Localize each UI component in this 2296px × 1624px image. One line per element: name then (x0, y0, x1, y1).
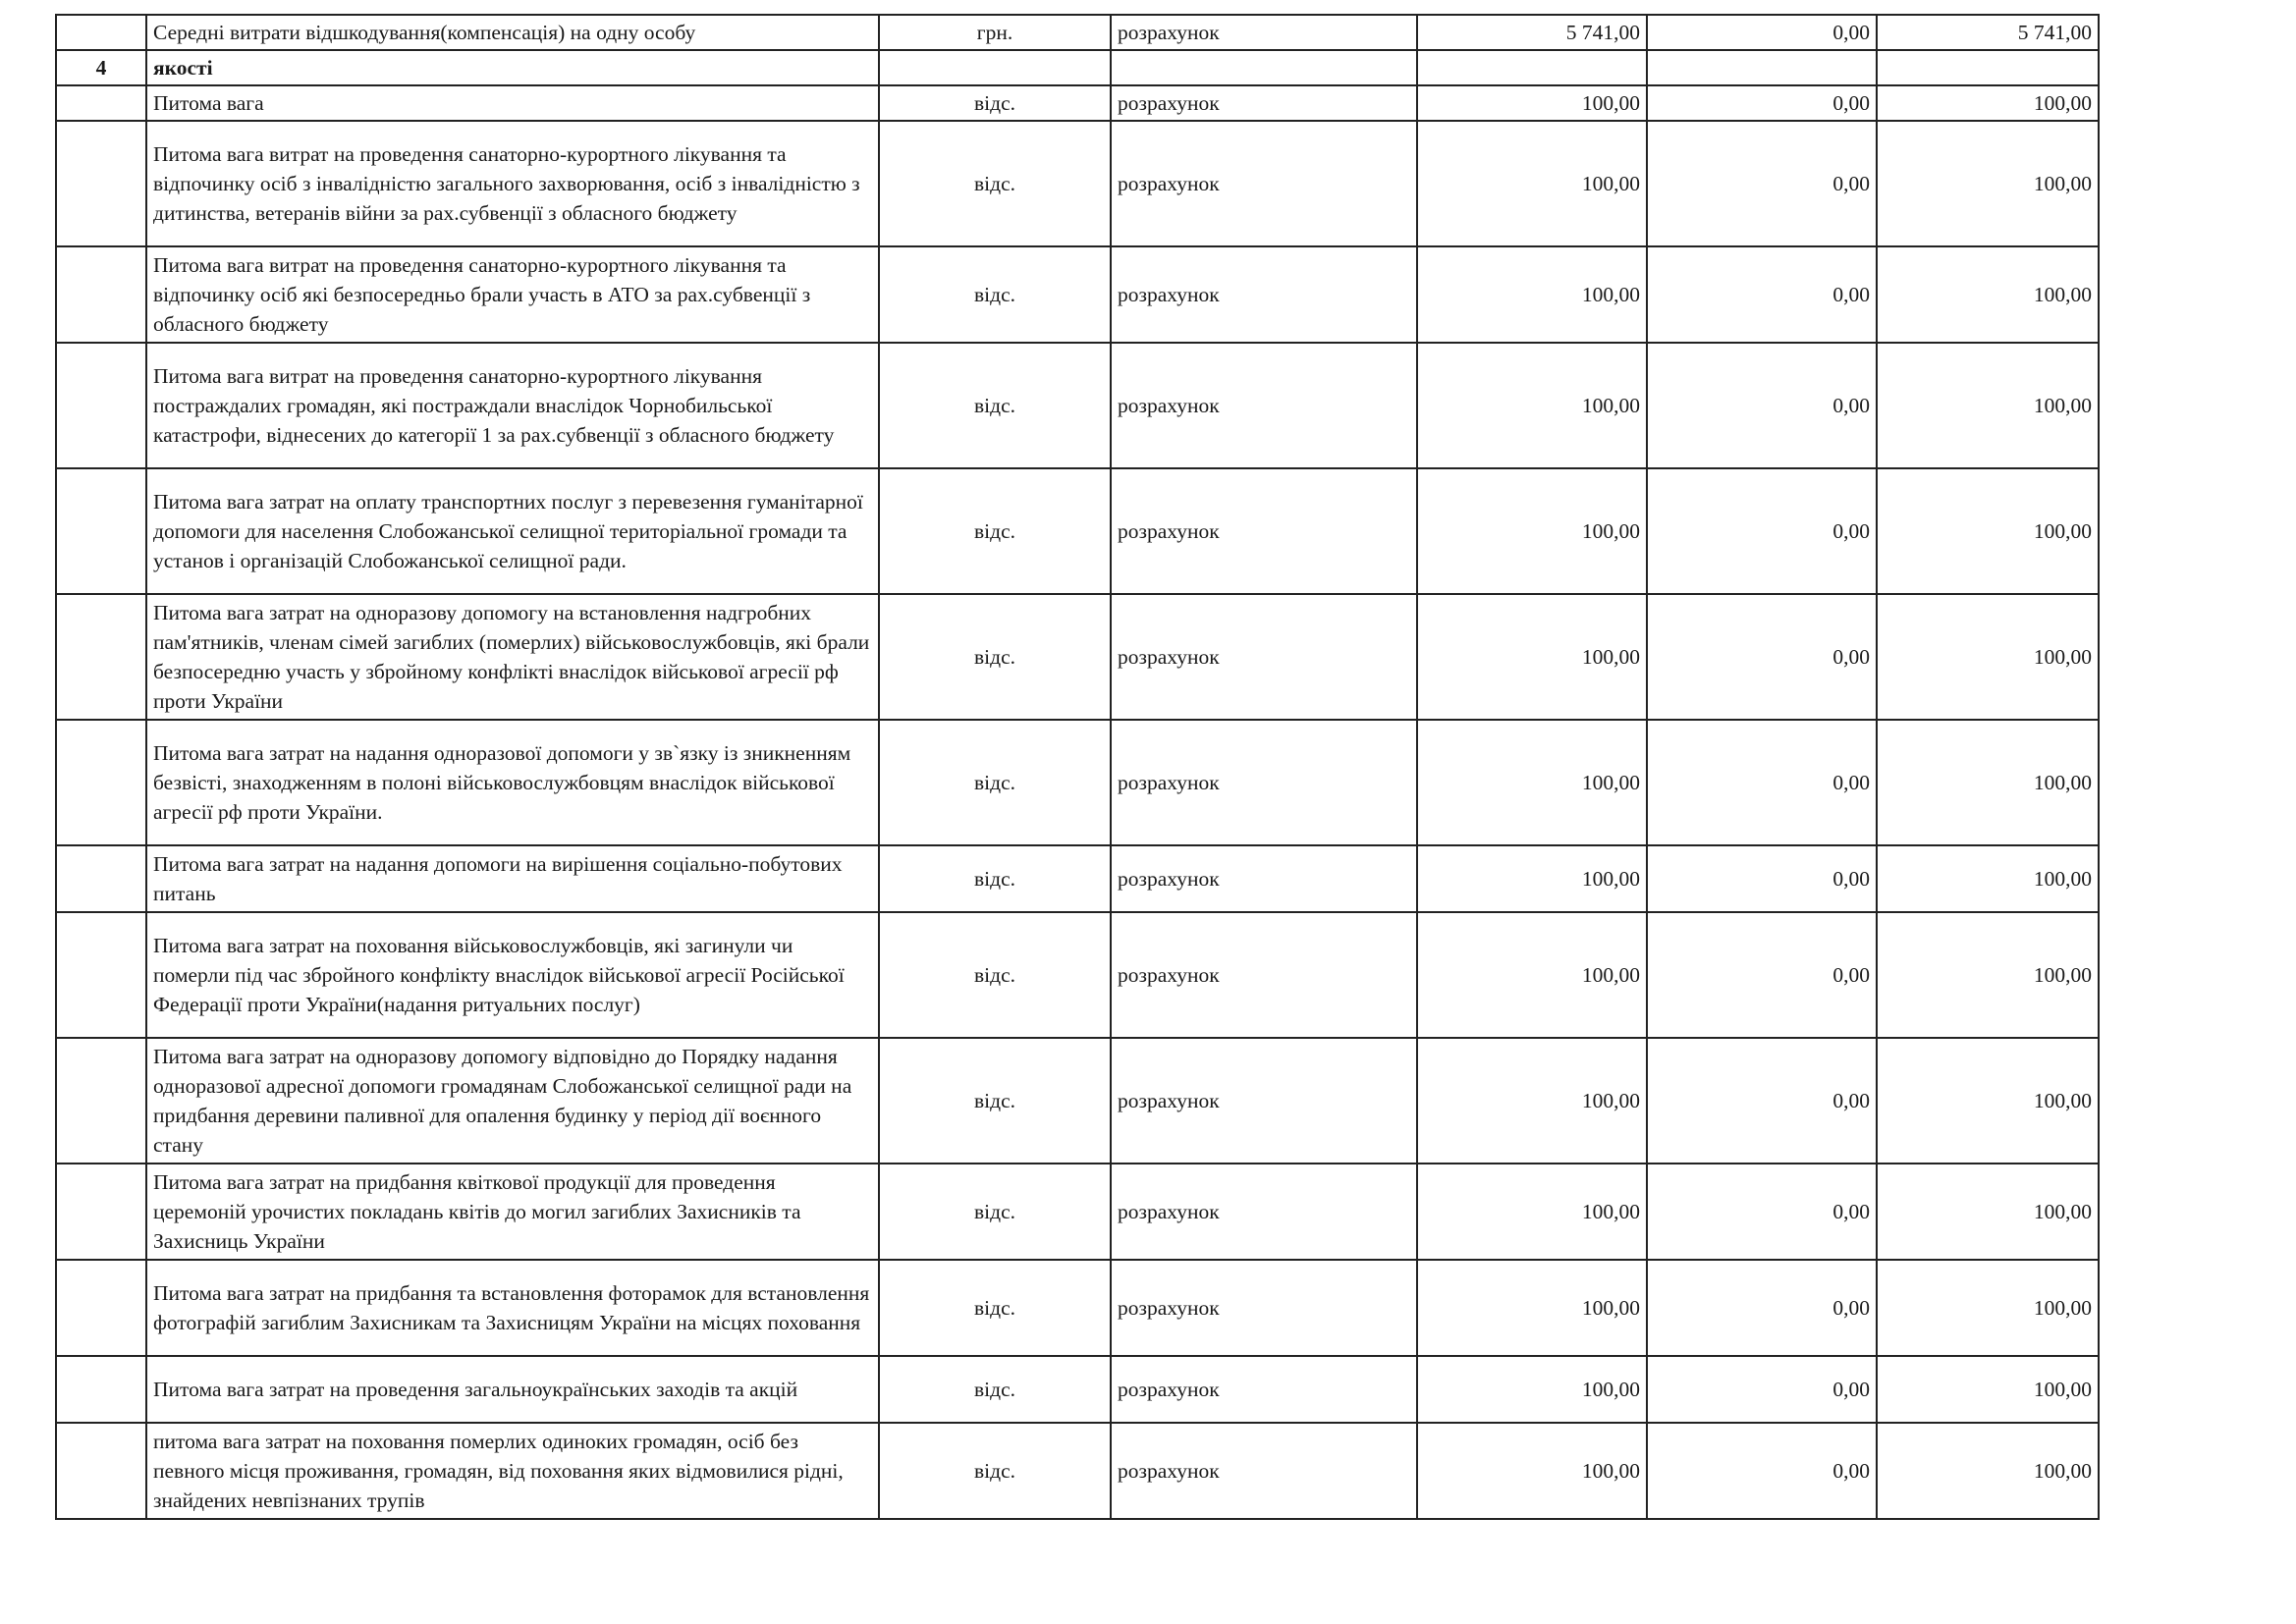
row-number (56, 1423, 146, 1519)
value-cell: 100,00 (1877, 246, 2099, 343)
unit-of-measure: відс. (879, 85, 1111, 121)
row-number (56, 343, 146, 468)
data-source: розрахунок (1111, 912, 1417, 1038)
table-row (56, 85, 2099, 121)
value-cell: 0,00 (1647, 720, 1877, 845)
indicator-name: Питома вага затрат на придбання квіткової продукції для проведення церемоній урочистих покладань квітів до могил загиблих Захисників та Захисниць України (146, 1164, 879, 1260)
data-source: розрахунок (1111, 15, 1417, 50)
value-cell: 100,00 (1877, 594, 2099, 720)
indicator-name: Питома вага затрат на одноразову допомогу на встановлення надгробних пам'ятників, членам сімей загиблих (померлих) військовослужбовців, які брали безпосередню участь у збройному конфлікті внаслідок військової агресії рф проти України (146, 594, 879, 720)
table-row (56, 1423, 2099, 1519)
data-source: розрахунок (1111, 1423, 1417, 1519)
data-source: розрахунок (1111, 1038, 1417, 1164)
value-cell: 100,00 (1877, 845, 2099, 912)
section-row (56, 50, 2099, 85)
value-cell: 100,00 (1417, 121, 1647, 246)
indicator-name: Питома вага затрат на надання допомоги на вирішення соціально-побутових питань (146, 845, 879, 912)
value-cell: 0,00 (1647, 121, 1877, 246)
value-cell: 100,00 (1417, 594, 1647, 720)
row-number (56, 1260, 146, 1356)
table-row (56, 720, 2099, 845)
value-cell: 100,00 (1877, 343, 2099, 468)
data-source: розрахунок (1111, 468, 1417, 594)
unit-of-measure: відс. (879, 1356, 1111, 1423)
value-cell: 0,00 (1647, 912, 1877, 1038)
value-cell: 0,00 (1647, 1356, 1877, 1423)
indicator-name: Середні витрати відшкодування(компенсація) на одну особу (146, 15, 879, 50)
row-number (56, 246, 146, 343)
value-cell: 100,00 (1877, 121, 2099, 246)
data-source: розрахунок (1111, 343, 1417, 468)
table-body (56, 15, 2099, 1519)
table-row (56, 343, 2099, 468)
value-cell: 100,00 (1877, 1423, 2099, 1519)
value-cell: 0,00 (1647, 85, 1877, 121)
table-row (56, 1164, 2099, 1260)
indicator-name: Питома вага витрат на проведення санаторно-курортного лікування та відпочинку осіб з інвалідністю загального захворювання, осіб з інвалідністю з дитинства, ветеранів війни за рах.субвенції з обласного бюджету (146, 121, 879, 246)
value-cell: 100,00 (1877, 85, 2099, 121)
data-source: розрахунок (1111, 720, 1417, 845)
value-cell: 0,00 (1647, 1423, 1877, 1519)
value-cell: 0,00 (1647, 246, 1877, 343)
table-row (56, 121, 2099, 246)
value-cell: 0,00 (1647, 1260, 1877, 1356)
indicator-name: Питома вага затрат на одноразову допомогу відповідно до Порядку надання одноразової адресної допомоги громадянам Слобожанської селищної ради на придбання деревини паливної для опалення будинку у період дії воєнного стану (146, 1038, 879, 1164)
indicator-name: Питома вага затрат на проведення загальноукраїнських заходів та акцій (146, 1356, 879, 1423)
unit-of-measure: відс. (879, 121, 1111, 246)
value-cell: 100,00 (1877, 720, 2099, 845)
row-number (56, 845, 146, 912)
data-source: розрахунок (1111, 845, 1417, 912)
value-cell: 100,00 (1417, 85, 1647, 121)
data-source: розрахунок (1111, 1260, 1417, 1356)
table-row (56, 912, 2099, 1038)
value-cell: 100,00 (1877, 1356, 2099, 1423)
table-row (56, 246, 2099, 343)
value-cell: 0,00 (1647, 468, 1877, 594)
value-cell: 0,00 (1647, 343, 1877, 468)
value-cell: 100,00 (1417, 246, 1647, 343)
unit-of-measure: відс. (879, 720, 1111, 845)
value-cell: 100,00 (1417, 1038, 1647, 1164)
unit-of-measure: відс. (879, 594, 1111, 720)
row-number (56, 912, 146, 1038)
value-cell: 100,00 (1417, 720, 1647, 845)
table-row (56, 1038, 2099, 1164)
section-title: якості (146, 50, 879, 85)
table-row (56, 1260, 2099, 1356)
unit-of-measure: відс. (879, 1260, 1111, 1356)
indicators-table (55, 14, 2100, 1520)
unit-of-measure: відс. (879, 1038, 1111, 1164)
value-cell: 0,00 (1647, 594, 1877, 720)
row-number (56, 1356, 146, 1423)
value-cell: 100,00 (1877, 468, 2099, 594)
unit-of-measure: відс. (879, 912, 1111, 1038)
indicator-name: Питома вага затрат на оплату транспортних послуг з перевезення гуманітарної допомоги для населення Слобожанської селищної територіальної громади та установ і організацій Слобожанської селищної ради. (146, 468, 879, 594)
section-number: 4 (56, 50, 146, 85)
row-number (56, 468, 146, 594)
value-cell: 0,00 (1647, 1164, 1877, 1260)
unit-of-measure: відс. (879, 845, 1111, 912)
row-number (56, 1038, 146, 1164)
indicator-name: Питома вага затрат на надання одноразової допомоги у зв`язку із зникненням безвісті, знаходженням в полоні військовослужбовцям внаслідок військової агресії рф проти України. (146, 720, 879, 845)
value-cell: 5 741,00 (1417, 15, 1647, 50)
data-source: розрахунок (1111, 85, 1417, 121)
value-cell: 100,00 (1417, 1423, 1647, 1519)
data-source: розрахунок (1111, 246, 1417, 343)
value-cell: 100,00 (1417, 1356, 1647, 1423)
value-cell: 100,00 (1417, 845, 1647, 912)
table-row (56, 1356, 2099, 1423)
value-cell: 5 741,00 (1877, 15, 2099, 50)
indicator-name: Питома вага витрат на проведення санаторно-курортного лікування та відпочинку осіб які безпосередньо брали участь в АТО за рах.субвенції з обласного бюджету (146, 246, 879, 343)
indicator-name: Питома вага витрат на проведення санаторно-курортного лікування постраждалих громадян, які постраждали внаслідок Чорнобильської катастрофи, віднесених до категорії 1 за рах.субвенції з обласного бюджету (146, 343, 879, 468)
table-row (56, 594, 2099, 720)
row-number (56, 121, 146, 246)
data-source: розрахунок (1111, 1164, 1417, 1260)
indicator-name: Питома вага затрат на поховання військовослужбовців, які загинули чи померли під час збройного конфлікту внаслідок військової агресії Російської Федерації проти України(надання ритуальних послуг) (146, 912, 879, 1038)
unit-of-measure: відс. (879, 246, 1111, 343)
row-number (56, 1164, 146, 1260)
value-cell: 100,00 (1417, 912, 1647, 1038)
value-cell: 100,00 (1877, 1164, 2099, 1260)
table-row (56, 15, 2099, 50)
unit-of-measure: відс. (879, 343, 1111, 468)
table-row (56, 845, 2099, 912)
value-cell: 100,00 (1877, 1038, 2099, 1164)
row-number (56, 594, 146, 720)
row-number (56, 85, 146, 121)
unit-of-measure: грн. (879, 15, 1111, 50)
value-cell: 100,00 (1877, 1260, 2099, 1356)
value-cell: 0,00 (1647, 1038, 1877, 1164)
value-cell: 0,00 (1647, 15, 1877, 50)
report-sheet (55, 14, 2098, 1520)
indicator-name: Питома вага (146, 85, 879, 121)
data-source: розрахунок (1111, 121, 1417, 246)
indicator-name: питома вага затрат на поховання померлих одиноких громадян, осіб без певного місця проживання, громадян, від поховання яких відмовилися рідні, знайдених невпізнаних трупів (146, 1423, 879, 1519)
row-number (56, 15, 146, 50)
unit-of-measure: відс. (879, 468, 1111, 594)
value-cell: 100,00 (1417, 1164, 1647, 1260)
indicator-name: Питома вага затрат на придбання та встановлення фоторамок для встановлення фотографій загиблим Захисникам та Захисницям України на місцях поховання (146, 1260, 879, 1356)
value-cell: 100,00 (1877, 912, 2099, 1038)
value-cell: 100,00 (1417, 343, 1647, 468)
value-cell: 0,00 (1647, 845, 1877, 912)
unit-of-measure: відс. (879, 1423, 1111, 1519)
value-cell: 100,00 (1417, 468, 1647, 594)
table-row (56, 468, 2099, 594)
unit-of-measure: відс. (879, 1164, 1111, 1260)
value-cell: 100,00 (1417, 1260, 1647, 1356)
row-number (56, 720, 146, 845)
data-source: розрахунок (1111, 1356, 1417, 1423)
data-source: розрахунок (1111, 594, 1417, 720)
